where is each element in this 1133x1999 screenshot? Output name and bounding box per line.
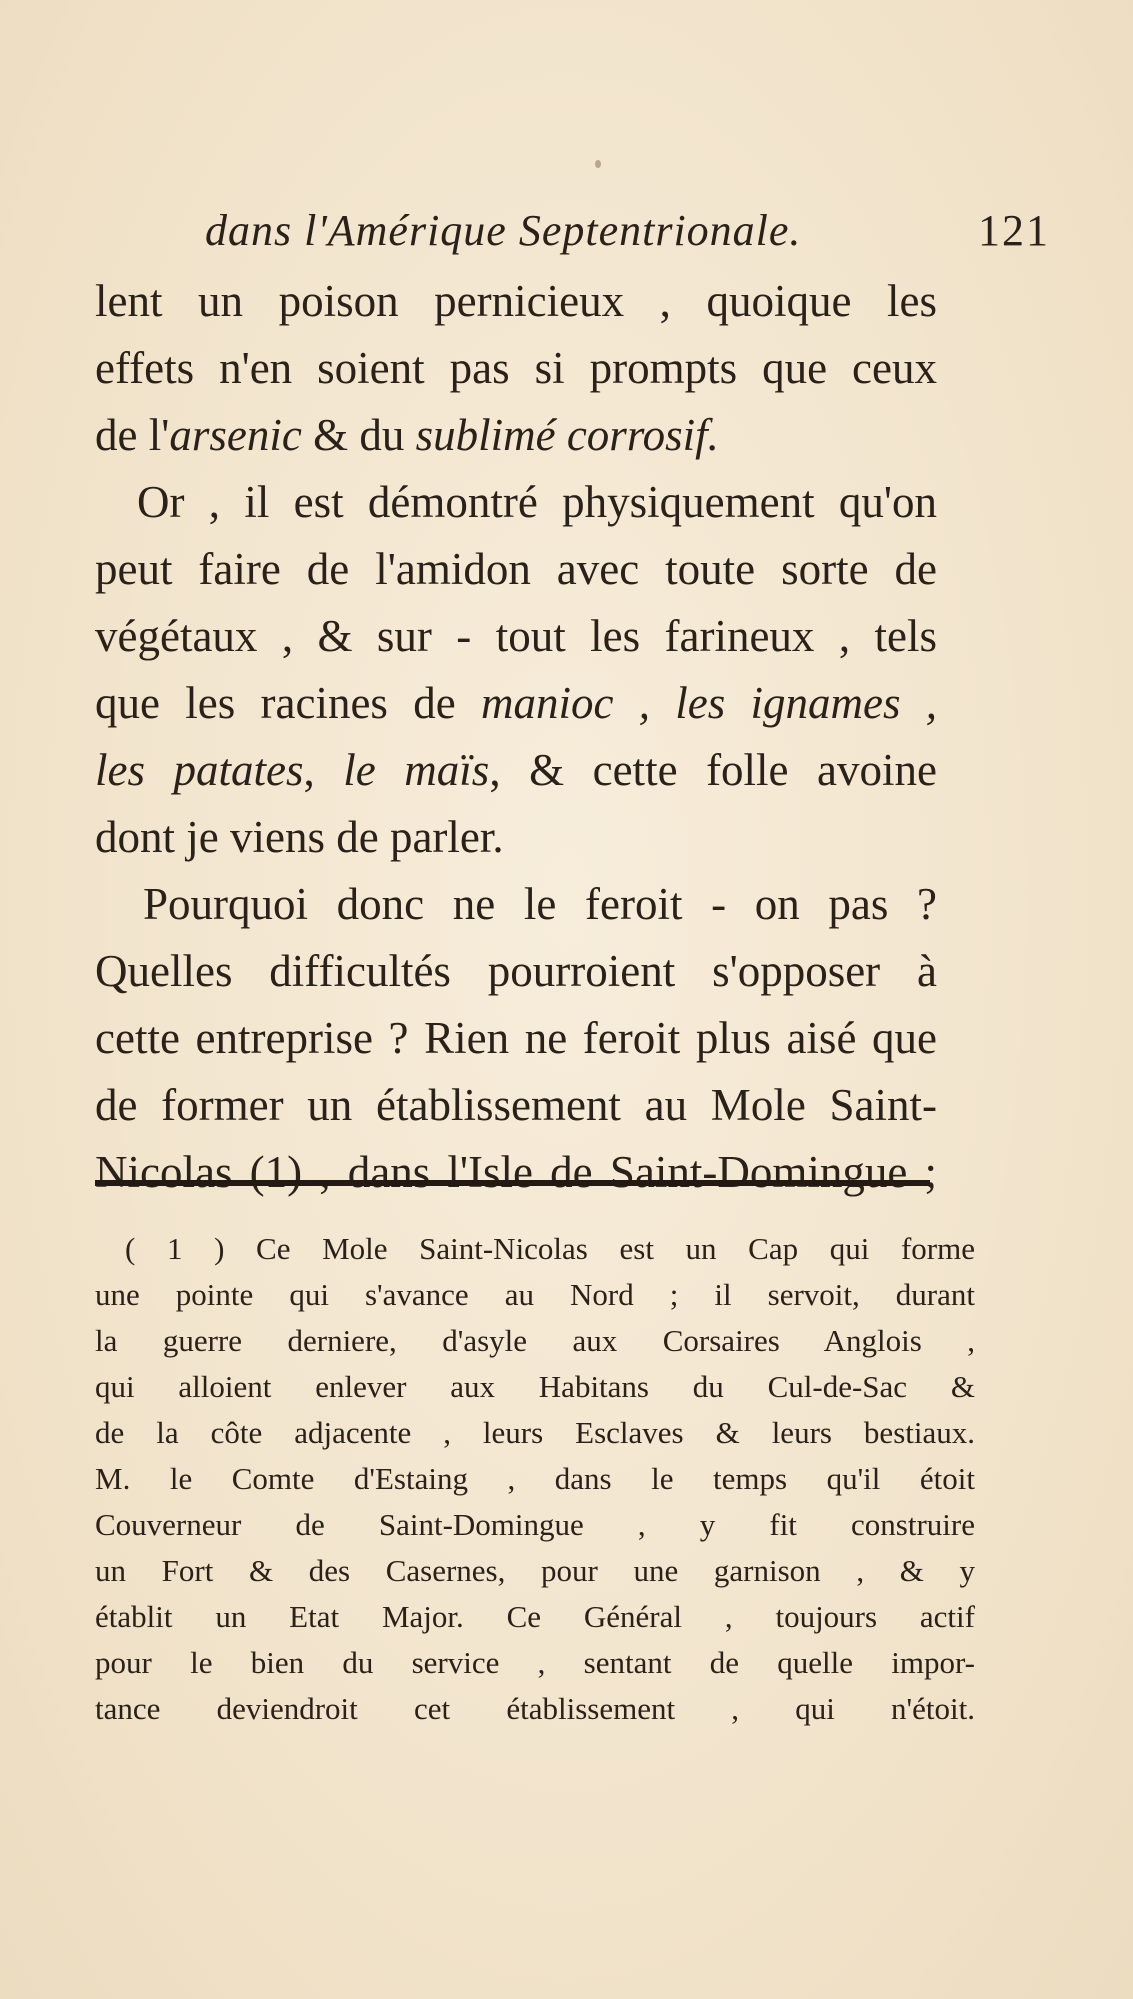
body-line: effets n'en soient pas si prompts que ceux — [95, 343, 937, 393]
body-line: végétaux , & sur - tout les farineux , tels — [95, 611, 937, 661]
footnote-line: un Fort & des Casernes, pour une garnison , & y — [95, 1553, 975, 1588]
body-line: Pourquoi donc ne le feroit - on pas ? — [143, 879, 937, 929]
paper-speck — [595, 160, 601, 168]
footnote-line: M. le Comte d'Estaing , dans le temps qu'il étoit — [95, 1461, 975, 1496]
footnote-line: ( 1 ) Ce Mole Saint-Nicolas est un Cap qui forme — [125, 1231, 975, 1266]
body-line: lent un poison pernicieux , quoique les — [95, 276, 937, 326]
footnote-line: tance deviendroit cet établissement , qui n'étoit. — [95, 1691, 975, 1726]
running-title: dans l'Amérique Septentrionale. — [205, 206, 802, 255]
footnote-line: pour le bien du service , sentant de quelle impor- — [95, 1645, 975, 1680]
text-segment: , & cette folle avoine — [489, 745, 937, 795]
body-line: peut faire de l'amidon avec toute sorte de — [95, 544, 937, 594]
body-line: cette entreprise ? Rien ne feroit plus aisé que — [95, 1013, 937, 1063]
footnote-line: de la côte adjacente , leurs Esclaves & leurs bestiaux. — [95, 1415, 975, 1450]
body-line: Quelles difficultés pourroient s'opposer à — [95, 946, 937, 996]
body-text — [95, 268, 937, 1206]
running-head — [205, 205, 1050, 265]
italic-term: les patates — [95, 745, 304, 795]
text-segment: de l' — [95, 410, 170, 460]
body-line — [95, 670, 937, 737]
italic-term: le maïs — [343, 745, 490, 795]
text-segment: , — [303, 745, 344, 795]
footnote-line: la guerre derniere, d'asyle aux Corsaires Anglois , — [95, 1323, 975, 1358]
body-line: de former un établissement au Mole Saint- — [95, 1080, 937, 1130]
italic-term: manioc , les ignames , — [480, 678, 937, 728]
body-line: dont je viens de parler. — [95, 812, 504, 862]
body-line: Nicolas (1) , dans l'Isle de Saint-Domingue ; — [95, 1147, 937, 1197]
italic-term: sublimé corrosif. — [415, 410, 719, 460]
body-line — [95, 737, 937, 804]
text-segment: que les racines de — [95, 678, 481, 728]
footnote-line: Couverneur de Saint-Domingue , y fit construire — [95, 1507, 975, 1542]
italic-term: arsenic — [169, 410, 302, 460]
footnote-line: une pointe qui s'avance au Nord ; il servoit, durant — [95, 1277, 975, 1312]
footnote — [95, 1226, 975, 1732]
footnote-rule — [95, 1180, 930, 1186]
page-number: 121 — [978, 206, 1050, 255]
footnote-line: établit un Etat Major. Ce Général , toujours actif — [95, 1599, 975, 1634]
footnote-line: qui alloient enlever aux Habitans du Cul-de-Sac & — [95, 1369, 975, 1404]
body-line: Or , il est démontré physiquement qu'on — [137, 477, 937, 527]
body-line — [95, 402, 937, 469]
text-segment: & du — [301, 410, 416, 460]
